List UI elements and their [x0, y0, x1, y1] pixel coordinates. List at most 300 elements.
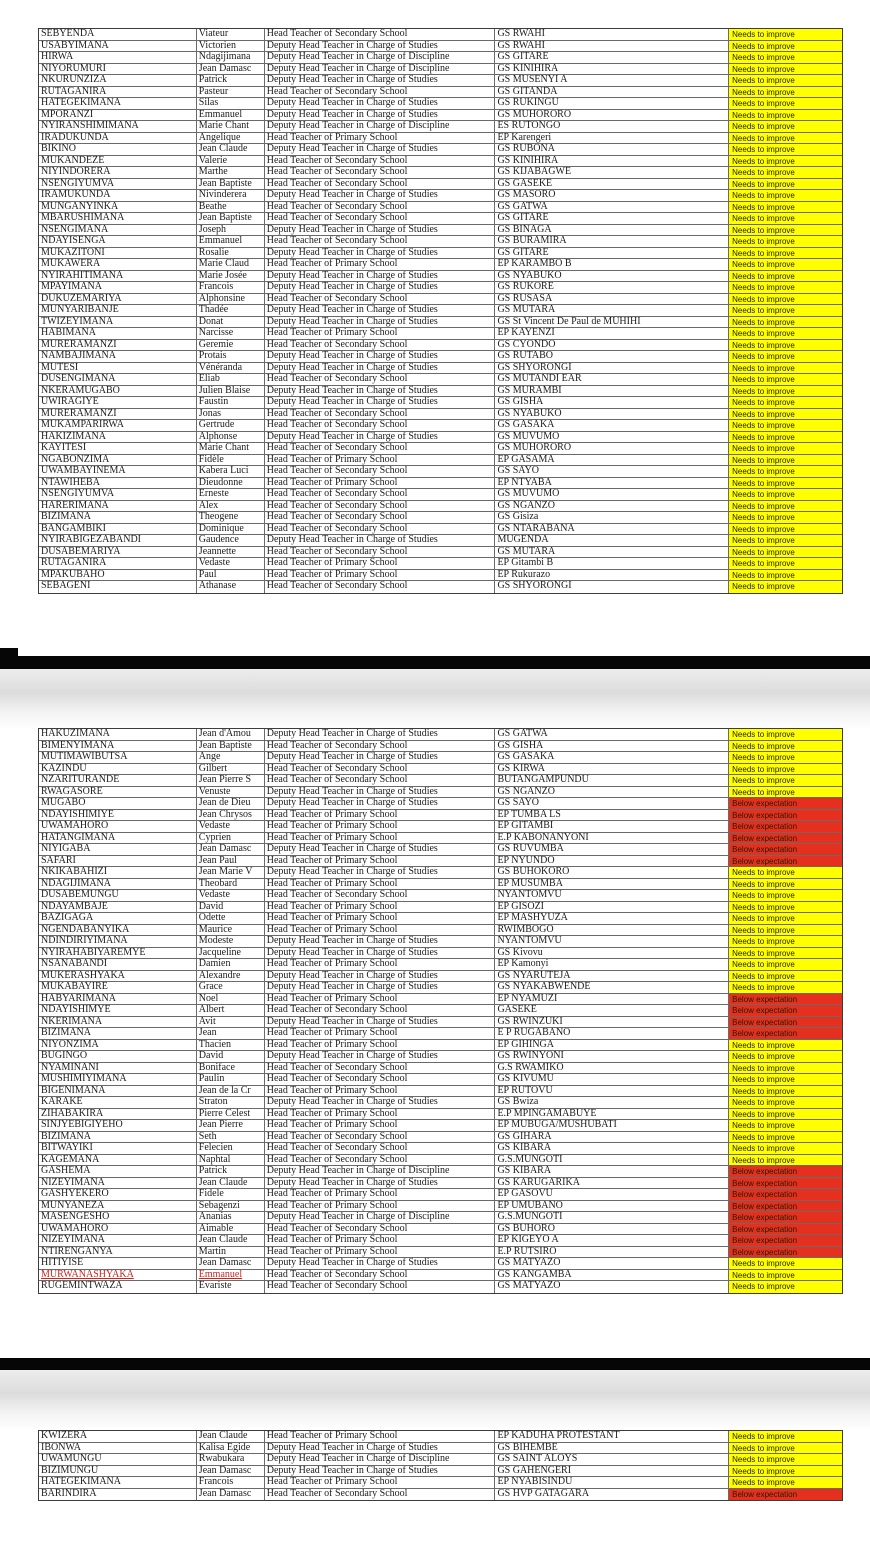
status-badge: Needs to improve: [729, 52, 842, 63]
first-name-cell: Marie Claud: [197, 259, 265, 270]
school-cell: GS KIJABAGWE: [495, 167, 729, 178]
first-name-cell: Jonas: [197, 409, 265, 420]
position-title-cell: Deputy Head Teacher in Charge of Studies: [265, 844, 496, 855]
position-title-cell: Head Teacher of Primary School: [265, 833, 496, 844]
first-name-cell: Alex: [197, 501, 265, 512]
status-badge: Needs to improve: [729, 752, 842, 763]
status-badge: Needs to improve: [729, 959, 842, 970]
position-title-cell: Deputy Head Teacher in Charge of Discipline: [265, 1454, 496, 1465]
surname-cell: NIYINDORERA: [39, 167, 197, 178]
school-cell: EP NYUNDO: [495, 856, 729, 867]
position-title-cell: Head Teacher of Primary School: [265, 570, 496, 581]
school-cell: GS KANGAMBA: [495, 1270, 729, 1281]
table-row: [39, 1143, 842, 1155]
surname-cell: UWAMAHORO: [39, 821, 197, 832]
first-name-cell: Victorien: [197, 41, 265, 52]
surname-cell: BIMENYIMANA: [39, 741, 197, 752]
table-row: [39, 752, 842, 764]
table-row: [39, 902, 842, 914]
first-name-cell: Geremie: [197, 340, 265, 351]
status-badge: Needs to improve: [729, 787, 842, 798]
table-row: [39, 1178, 842, 1190]
table-row: [39, 98, 842, 110]
table-row: [39, 455, 842, 467]
position-title-cell: Head Teacher of Secondary School: [265, 340, 496, 351]
surname-cell: MUNYARIBANJE: [39, 305, 197, 316]
school-cell: GS MUHORORO: [495, 443, 729, 454]
school-cell: EP TUMBA LS: [495, 810, 729, 821]
surname-cell: BANGAMBIKI: [39, 524, 197, 535]
first-name-cell: Theobard: [197, 879, 265, 890]
table-row: [39, 879, 842, 891]
status-badge: Needs to improve: [729, 501, 842, 512]
surname-cell: RWAGASORE: [39, 787, 197, 798]
table-row: [39, 1258, 842, 1270]
position-title-cell: Deputy Head Teacher in Charge of Studies: [265, 397, 496, 408]
first-name-cell: Jean Pierre S: [197, 775, 265, 786]
school-cell: MUGENDA: [495, 535, 729, 546]
status-badge: Needs to improve: [729, 75, 842, 86]
first-name-cell: Cyprien: [197, 833, 265, 844]
table-row: [39, 1028, 842, 1040]
school-cell: GS BIHEMBE: [495, 1443, 729, 1454]
first-name-cell: Jean Marie V: [197, 867, 265, 878]
status-badge: Needs to improve: [729, 867, 842, 878]
table-row: [39, 420, 842, 432]
school-cell: EP Gitambi B: [495, 558, 729, 569]
school-cell: EP Karengeri: [495, 133, 729, 144]
first-name-cell: Straton: [197, 1097, 265, 1108]
school-cell: GS MASORO: [495, 190, 729, 201]
position-title-cell: Deputy Head Teacher in Charge of Studies: [265, 225, 496, 236]
first-name-cell: Jean Damasc: [197, 1489, 265, 1501]
status-badge: Below expectation: [729, 994, 842, 1005]
position-title-cell: Head Teacher of Secondary School: [265, 1074, 496, 1085]
school-cell: GS MUVUMO: [495, 432, 729, 443]
position-title-cell: Deputy Head Teacher in Charge of Studies: [265, 282, 496, 293]
first-name-cell: Beathe: [197, 202, 265, 213]
position-title-cell: Head Teacher of Primary School: [265, 856, 496, 867]
status-badge: Needs to improve: [729, 190, 842, 201]
surname-cell: NKERAMUGABO: [39, 386, 197, 397]
status-badge: Below expectation: [729, 1189, 842, 1200]
status-badge: Needs to improve: [729, 1120, 842, 1131]
school-cell: EP NTYABA: [495, 478, 729, 489]
first-name-cell: Patrick: [197, 75, 265, 86]
table-row: [39, 1017, 842, 1029]
position-title-cell: Head Teacher of Secondary School: [265, 1143, 496, 1154]
surname-cell: IRAMUKUNDA: [39, 190, 197, 201]
status-badge: Needs to improve: [729, 1040, 842, 1051]
table-row: [39, 121, 842, 133]
position-title-cell: Head Teacher of Secondary School: [265, 741, 496, 752]
surname-cell: BIKINO: [39, 144, 197, 155]
table-row: [39, 1224, 842, 1236]
first-name-cell: Jean Damasc: [197, 64, 265, 75]
status-badge: Needs to improve: [729, 1074, 842, 1085]
position-title-cell: Head Teacher of Secondary School: [265, 489, 496, 500]
position-title-cell: Head Teacher of Primary School: [265, 1477, 496, 1488]
table-row: [39, 1132, 842, 1144]
table-row: [39, 547, 842, 559]
first-name-cell: Vedaste: [197, 890, 265, 901]
status-badge: Needs to improve: [729, 110, 842, 121]
table-row: [39, 133, 842, 145]
table-row: [39, 52, 842, 64]
table-row: [39, 1005, 842, 1017]
first-name-cell: Modeste: [197, 936, 265, 947]
surname-cell: HITIYISE: [39, 1258, 197, 1269]
school-cell: EP KIGEYO A: [495, 1235, 729, 1246]
table-row: [39, 775, 842, 787]
school-cell: GS MUTARA: [495, 547, 729, 558]
status-badge: Needs to improve: [729, 1143, 842, 1154]
surname-cell: RUTAGANIRA: [39, 558, 197, 569]
table-row: [39, 524, 842, 536]
table-row: [39, 936, 842, 948]
position-title-cell: Head Teacher of Secondary School: [265, 512, 496, 523]
table-row: [39, 1477, 842, 1489]
first-name-cell: Jean Baptiste: [197, 741, 265, 752]
status-badge: Below expectation: [729, 1028, 842, 1039]
position-title-cell: Deputy Head Teacher in Charge of Studies: [265, 971, 496, 982]
position-title-cell: Head Teacher of Primary School: [265, 1431, 496, 1442]
table-row: [39, 179, 842, 191]
table-row: [39, 317, 842, 329]
school-cell: RWIMBOGO: [495, 925, 729, 936]
table-row: [39, 363, 842, 375]
status-badge: Below expectation: [729, 1235, 842, 1246]
status-badge: Needs to improve: [729, 764, 842, 775]
first-name-cell: Alphonsine: [197, 294, 265, 305]
first-name-cell: Jacqueline: [197, 948, 265, 959]
table-row: [39, 971, 842, 983]
page-separator-stub: [0, 648, 18, 656]
school-cell: GS CYONDO: [495, 340, 729, 351]
surname-cell: NKERIMANA: [39, 1017, 197, 1028]
school-cell: EP MUBUGA/MUSHUBATI: [495, 1120, 729, 1131]
surname-cell: HAKUZIMANA: [39, 729, 197, 740]
first-name-cell: Pierre Celest: [197, 1109, 265, 1120]
position-title-cell: Head Teacher of Secondary School: [265, 167, 496, 178]
first-name-cell: Jean Damasc: [197, 1258, 265, 1269]
status-badge: Below expectation: [729, 1166, 842, 1177]
first-name-cell: Jean Claude: [197, 144, 265, 155]
surname-cell: MPAYIMANA: [39, 282, 197, 293]
first-name-cell: Protais: [197, 351, 265, 362]
position-title-cell: Head Teacher of Primary School: [265, 1189, 496, 1200]
status-badge: Needs to improve: [729, 1281, 842, 1293]
first-name-cell: Jean Chrysos: [197, 810, 265, 821]
status-badge: Needs to improve: [729, 409, 842, 420]
first-name-cell: Alexandre: [197, 971, 265, 982]
surname-cell: BIZIMUNGU: [39, 1466, 197, 1477]
table-row: [39, 397, 842, 409]
position-title-cell: Head Teacher of Secondary School: [265, 524, 496, 535]
position-title-cell: Deputy Head Teacher in Charge of Discipline: [265, 1166, 496, 1177]
surname-cell: DUSABEMARIYA: [39, 547, 197, 558]
first-name-cell: Evariste: [197, 1281, 265, 1293]
first-name-cell: Fidele: [197, 1189, 265, 1200]
status-badge: Below expectation: [729, 1489, 842, 1501]
status-badge: Below expectation: [729, 821, 842, 832]
status-badge: Needs to improve: [729, 1097, 842, 1108]
school-cell: GS NTARABANA: [495, 524, 729, 535]
school-cell: GS GAHENGERI: [495, 1466, 729, 1477]
position-title-cell: Head Teacher of Secondary School: [265, 1224, 496, 1235]
table-row: [39, 1086, 842, 1098]
table-row: [39, 64, 842, 76]
status-badge: Needs to improve: [729, 29, 842, 40]
status-badge: Needs to improve: [729, 225, 842, 236]
position-title-cell: Deputy Head Teacher in Charge of Studies: [265, 98, 496, 109]
school-cell: GS GASEKE: [495, 179, 729, 190]
surname-cell: BUGINGO: [39, 1051, 197, 1062]
table-row: [39, 328, 842, 340]
position-title-cell: Head Teacher of Primary School: [265, 1247, 496, 1258]
status-badge: Needs to improve: [729, 294, 842, 305]
status-badge: Needs to improve: [729, 351, 842, 362]
first-name-cell: Joseph: [197, 225, 265, 236]
status-badge: Needs to improve: [729, 121, 842, 132]
status-badge: Needs to improve: [729, 890, 842, 901]
status-badge: Needs to improve: [729, 213, 842, 224]
position-title-cell: Head Teacher of Secondary School: [265, 236, 496, 247]
position-title-cell: Head Teacher of Primary School: [265, 1120, 496, 1131]
first-name-cell: Thacien: [197, 1040, 265, 1051]
status-badge: Needs to improve: [729, 524, 842, 535]
first-name-cell: Jeannette: [197, 547, 265, 558]
school-cell: GS GITARE: [495, 213, 729, 224]
school-cell: GS St Vincent De Paul de MUHIHI: [495, 317, 729, 328]
surname-cell: HATEGEKIMANA: [39, 98, 197, 109]
evaluation-table-page-3: [38, 1430, 843, 1501]
surname-cell: USABYIMANA: [39, 41, 197, 52]
school-cell: GS Bwiza: [495, 1097, 729, 1108]
position-title-cell: Head Teacher of Secondary School: [265, 547, 496, 558]
position-title-cell: Head Teacher of Primary School: [265, 994, 496, 1005]
school-cell: GS RUKINGU: [495, 98, 729, 109]
status-badge: Needs to improve: [729, 236, 842, 247]
position-title-cell: Head Teacher of Secondary School: [265, 764, 496, 775]
position-title-cell: Deputy Head Teacher in Charge of Studies: [265, 1097, 496, 1108]
status-badge: Needs to improve: [729, 133, 842, 144]
table-row: [39, 787, 842, 799]
surname-cell: HAKIZIMANA: [39, 432, 197, 443]
surname-cell: NZARITURANDE: [39, 775, 197, 786]
status-badge: Needs to improve: [729, 948, 842, 959]
table-row: [39, 570, 842, 582]
school-cell: GS KIVUMU: [495, 1074, 729, 1085]
table-row: [39, 867, 842, 879]
table-row: [39, 29, 842, 41]
status-badge: Needs to improve: [729, 167, 842, 178]
status-badge: Below expectation: [729, 1178, 842, 1189]
position-title-cell: Deputy Head Teacher in Charge of Studies: [265, 752, 496, 763]
table-row: [39, 535, 842, 547]
position-title-cell: Head Teacher of Primary School: [265, 902, 496, 913]
surname-cell: MUKABAYIRE: [39, 982, 197, 993]
first-name-cell: Donat: [197, 317, 265, 328]
table-row: [39, 1063, 842, 1075]
status-badge: Needs to improve: [729, 581, 842, 593]
table-row: [39, 156, 842, 168]
status-badge: Needs to improve: [729, 1155, 842, 1166]
table-row: [39, 1235, 842, 1247]
status-badge: Below expectation: [729, 810, 842, 821]
school-cell: GS MUTARA: [495, 305, 729, 316]
first-name-cell: Emmanuel: [197, 236, 265, 247]
table-row: [39, 75, 842, 87]
school-cell: EP GIHINGA: [495, 1040, 729, 1051]
school-cell: EP RUTOVU: [495, 1086, 729, 1097]
table-row: [39, 409, 842, 421]
first-name-cell: Thadée: [197, 305, 265, 316]
position-title-cell: Head Teacher of Primary School: [265, 1040, 496, 1051]
first-name-cell: Eliab: [197, 374, 265, 385]
table-row: [39, 1155, 842, 1167]
first-name-cell: Dominique: [197, 524, 265, 535]
school-cell: EP Kamonyi: [495, 959, 729, 970]
table-row: [39, 282, 842, 294]
position-title-cell: Head Teacher of Primary School: [265, 810, 496, 821]
status-badge: Needs to improve: [729, 41, 842, 52]
table-row: [39, 913, 842, 925]
status-badge: Needs to improve: [729, 1270, 842, 1281]
position-title-cell: Head Teacher of Secondary School: [265, 1270, 496, 1281]
position-title-cell: Deputy Head Teacher in Charge of Studies: [265, 798, 496, 809]
surname-cell: MPORANZI: [39, 110, 197, 121]
position-title-cell: Head Teacher of Secondary School: [265, 294, 496, 305]
position-title-cell: Deputy Head Teacher in Charge of Studies: [265, 110, 496, 121]
position-title-cell: Deputy Head Teacher in Charge of Studies: [265, 317, 496, 328]
status-badge: Below expectation: [729, 1201, 842, 1212]
table-row: [39, 1120, 842, 1132]
status-badge: Needs to improve: [729, 1063, 842, 1074]
position-title-cell: Deputy Head Teacher in Charge of Studies: [265, 867, 496, 878]
surname-cell: NIZEYIMANA: [39, 1178, 197, 1189]
position-title-cell: Head Teacher of Primary School: [265, 133, 496, 144]
surname-cell: UWAMUNGU: [39, 1454, 197, 1465]
first-name-cell: Martin: [197, 1247, 265, 1258]
first-name-cell: Sebagenzi: [197, 1201, 265, 1212]
surname-cell: HATANGIMANA: [39, 833, 197, 844]
position-title-cell: Head Teacher of Secondary School: [265, 87, 496, 98]
first-name-cell: David: [197, 902, 265, 913]
surname-cell: IBONWA: [39, 1443, 197, 1454]
first-name-cell: Ndagijimana: [197, 52, 265, 63]
school-cell: GS GASAKA: [495, 752, 729, 763]
position-title-cell: Head Teacher of Secondary School: [265, 29, 496, 40]
position-title-cell: Deputy Head Teacher in Charge of Studies: [265, 1051, 496, 1062]
school-cell: BUTANGAMPUNDU: [495, 775, 729, 786]
table-row: [39, 1201, 842, 1213]
first-name-cell: Nivinderera: [197, 190, 265, 201]
surname-cell: UWAMAHORO: [39, 1224, 197, 1235]
first-name-cell: Angelique: [197, 133, 265, 144]
table-row: [39, 982, 842, 994]
status-badge: Needs to improve: [729, 179, 842, 190]
status-badge: Needs to improve: [729, 1258, 842, 1269]
position-title-cell: Head Teacher of Secondary School: [265, 213, 496, 224]
surname-cell: MURERAMANZI: [39, 409, 197, 420]
school-cell: GS RWINZUKI: [495, 1017, 729, 1028]
status-badge: Needs to improve: [729, 87, 842, 98]
first-name-cell: Ange: [197, 752, 265, 763]
school-cell: NYANTOMVU: [495, 936, 729, 947]
surname-cell: NAMBAJIMANA: [39, 351, 197, 362]
surname-cell: UWIRAGIYE: [39, 397, 197, 408]
table-row: [39, 501, 842, 513]
surname-cell: BIGENIMANA: [39, 1086, 197, 1097]
school-cell: GS KIBARA: [495, 1143, 729, 1154]
position-title-cell: Head Teacher of Secondary School: [265, 1489, 496, 1501]
page-edge-shadow-2: [0, 1370, 870, 1428]
school-cell: GS MATYAZO: [495, 1258, 729, 1269]
position-title-cell: Head Teacher of Primary School: [265, 455, 496, 466]
status-badge: Needs to improve: [729, 328, 842, 339]
school-cell: GS NYAKABWENDE: [495, 982, 729, 993]
first-name-cell: Faustin: [197, 397, 265, 408]
surname-cell: SAFARI: [39, 856, 197, 867]
status-badge: Needs to improve: [729, 971, 842, 982]
surname-cell: SEBAGENI: [39, 581, 197, 593]
surname-cell: UWAMBAYINEMA: [39, 466, 197, 477]
school-cell: EP MUSUMBA: [495, 879, 729, 890]
school-cell: GS GATWA: [495, 729, 729, 740]
school-cell: GS RWAHI: [495, 41, 729, 52]
table-row: [39, 1466, 842, 1478]
school-cell: EP KAYENZI: [495, 328, 729, 339]
first-name-cell: Avit: [197, 1017, 265, 1028]
first-name-cell: Rosalie: [197, 248, 265, 259]
surname-cell: NYIRAHITIMANA: [39, 271, 197, 282]
first-name-cell: Alphonse: [197, 432, 265, 443]
table-row: [39, 1051, 842, 1063]
evaluation-table-page-1: [38, 28, 843, 594]
surname-cell: KAYITESI: [39, 443, 197, 454]
first-name-cell: Vénéranda: [197, 363, 265, 374]
table-row: [39, 305, 842, 317]
status-badge: Needs to improve: [729, 202, 842, 213]
surname-cell: KAZINDU: [39, 764, 197, 775]
status-badge: Needs to improve: [729, 1132, 842, 1143]
first-name-cell: Marie Chant: [197, 121, 265, 132]
surname-cell: GASHEMA: [39, 1166, 197, 1177]
table-row: [39, 1431, 842, 1443]
surname-cell: MUTESI: [39, 363, 197, 374]
status-badge: Below expectation: [729, 856, 842, 867]
school-cell: GS MUSENYI A: [495, 75, 729, 86]
first-name-cell: Vedaste: [197, 558, 265, 569]
position-title-cell: Head Teacher of Primary School: [265, 1235, 496, 1246]
first-name-cell: Fidèle: [197, 455, 265, 466]
position-title-cell: Deputy Head Teacher in Charge of Studies: [265, 386, 496, 397]
first-name-cell: Jean Damasc: [197, 1466, 265, 1477]
status-badge: Needs to improve: [729, 982, 842, 993]
surname-cell: ZIHABAKIRA: [39, 1109, 197, 1120]
table-row: [39, 844, 842, 856]
school-cell: NYANTOMVU: [495, 890, 729, 901]
first-name-cell: Damien: [197, 959, 265, 970]
first-name-cell: Jean Damasc: [197, 844, 265, 855]
surname-cell: MUKAZITONI: [39, 248, 197, 259]
surname-cell: KARAKE: [39, 1097, 197, 1108]
first-name-cell: Paul: [197, 570, 265, 581]
first-name-cell: Dieudonne: [197, 478, 265, 489]
surname-cell: NYAMINANI: [39, 1063, 197, 1074]
school-cell: GS RWINYONI: [495, 1051, 729, 1062]
